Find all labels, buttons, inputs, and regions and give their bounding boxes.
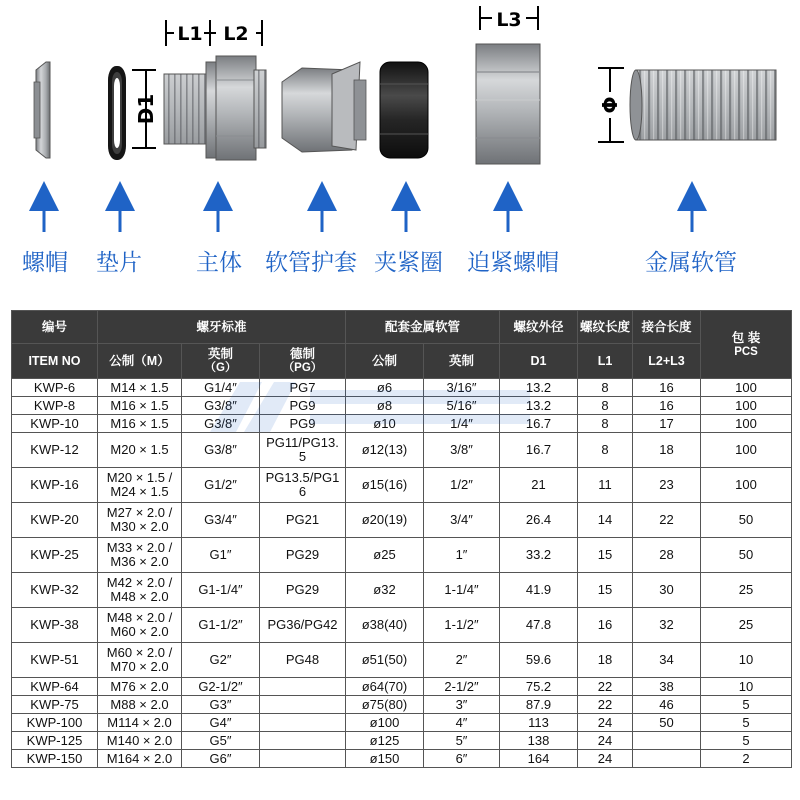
cell-imperial-thread: G3″ [182,696,260,714]
cell-metric-thread-line: M140 × 2.0 [106,732,173,748]
cell-thread-od: 47.8 [500,608,578,643]
cell-hose-imperial: 2-1/2″ [424,678,500,696]
cell-hose-metric: ø125 [346,732,424,750]
cell-imperial-thread: G1″ [182,538,260,573]
cell-pack-pcs: 2 [701,750,792,768]
l1-l2-dimension [166,20,262,46]
header-pack [701,311,792,379]
cell-german-thread [260,714,346,732]
cell-thread-od: 13.2 [500,397,578,415]
cell-pack-pcs: 50 [701,538,792,573]
cell-metric-thread [98,538,182,573]
cell-imperial-thread: G3/4″ [182,503,260,538]
cell-german-thread [260,538,346,573]
phi-label: Φ [598,96,622,114]
cell-hose-metric: ø150 [346,750,424,768]
cell-hose-imperial: 3″ [424,696,500,714]
cell-german-thread [260,433,346,468]
cell-item-no: KWP-16 [12,468,98,503]
cell-metric-thread [98,696,182,714]
cell-metric-thread-line: M164 × 2.0 [106,750,173,766]
cell-metric-thread-line: M48 × 2.0 [110,589,169,604]
cell-item-no: KWP-75 [12,696,98,714]
cell-engage-length: 18 [633,433,701,468]
cell-pack-pcs: 25 [701,608,792,643]
cell-hose-imperial: 2″ [424,643,500,678]
part-label-gasket: 垫片 [96,250,142,276]
cell-metric-thread-line: M42 × 2.0 / [106,575,173,590]
cell-thread-od: 21 [500,468,578,503]
cell-german-thread [260,750,346,768]
cell-hose-imperial: 3/16″ [424,379,500,397]
cell-german-thread [260,573,346,608]
header-imperial-unit: （G） [204,362,237,374]
cell-thread-od: 113 [500,714,578,732]
cell-item-no: KWP-25 [12,538,98,573]
cell-thread-od: 75.2 [500,678,578,696]
header-pack-label: 包 装 [731,330,761,345]
table-row [12,379,792,397]
cell-pack-pcs: 5 [701,732,792,750]
d1-dimension [132,70,158,148]
cell-metric-thread-line: M88 × 2.0 [110,696,169,712]
cell-thread-length: 14 [578,503,633,538]
cell-thread-od: 87.9 [500,696,578,714]
cell-thread-length: 22 [578,696,633,714]
cell-imperial-thread: G1/4″ [182,379,260,397]
header-metric: 公制（M） [98,344,182,379]
cell-metric-thread-line: M76 × 2.0 [110,678,169,694]
part-label-clamp-ring: 夹紧圈 [374,250,443,276]
l3-label: L3 [496,9,522,31]
header-code: 编号 [12,311,98,344]
cell-metric-thread-line: M14 × 1.5 [110,379,169,395]
cell-imperial-thread: G4″ [182,714,260,732]
part-arrows [44,196,692,232]
cell-metric-thread-line: M16 × 1.5 [110,415,169,431]
cell-thread-od: 33.2 [500,538,578,573]
cell-german-thread-line: PG9 [289,397,316,413]
cell-hose-metric: ø12(13) [346,433,424,468]
table-row [12,415,792,433]
cell-metric-thread-line: M60 × 2.0 / [106,645,173,660]
cell-imperial-thread: G1-1/4″ [182,573,260,608]
cell-german-thread-line: PG48 [285,652,320,667]
cell-metric-thread-line: M24 × 1.5 [110,484,169,499]
table-row [12,503,792,538]
cell-german-thread [260,503,346,538]
cell-thread-od: 41.9 [500,573,578,608]
cell-thread-length: 24 [578,732,633,750]
cell-metric-thread [98,573,182,608]
cell-hose-imperial: 1-1/4″ [424,573,500,608]
cell-hose-metric: ø6 [346,379,424,397]
cell-german-thread-line: 6 [298,484,307,499]
cell-item-no: KWP-125 [12,732,98,750]
gasket-part [108,66,126,160]
header-imperial [182,344,260,379]
cell-german-thread [260,415,346,433]
table-row [12,678,792,696]
cell-german-thread-line: PG36/PG42 [267,617,338,632]
cell-engage-length: 38 [633,678,701,696]
cell-thread-od: 138 [500,732,578,750]
header-item-no: ITEM NO [12,344,98,379]
cell-metric-thread [98,379,182,397]
cell-metric-thread [98,643,182,678]
cell-engage-length [633,732,701,750]
table-row [12,643,792,678]
cell-hose-metric: ø10 [346,415,424,433]
cell-metric-thread-line: M30 × 2.0 [110,519,169,534]
cell-german-thread-line: PG13.5/PG1 [265,470,340,485]
cell-hose-imperial: 1-1/2″ [424,608,500,643]
cell-engage-length: 30 [633,573,701,608]
cell-german-thread-line: PG7 [289,379,316,395]
cell-metric-thread-line: M33 × 2.0 / [106,540,173,555]
part-label-sleeve: 软管护套 [265,250,357,276]
cell-thread-length: 8 [578,379,633,397]
cell-imperial-thread: G3/8″ [182,433,260,468]
cell-engage-length: 16 [633,397,701,415]
cell-engage-length: 50 [633,714,701,732]
cell-german-thread [260,732,346,750]
cell-pack-pcs: 50 [701,503,792,538]
cell-engage-length [633,750,701,768]
cell-thread-length: 11 [578,468,633,503]
cell-metric-thread-line: M60 × 2.0 [110,624,169,639]
cell-engage-length: 22 [633,503,701,538]
cell-german-thread [260,608,346,643]
cell-imperial-thread: G6″ [182,750,260,768]
cell-imperial-thread: G3/8″ [182,415,260,433]
header-l2l3: L2+L3 [633,344,701,379]
cell-hose-imperial: 6″ [424,750,500,768]
cell-thread-length: 24 [578,714,633,732]
cell-hose-metric: ø32 [346,573,424,608]
clamp-ring-part [380,62,428,158]
table-row [12,750,792,768]
cell-hose-metric: ø51(50) [346,643,424,678]
cell-thread-od: 164 [500,750,578,768]
table-row [12,573,792,608]
cell-thread-od: 59.6 [500,643,578,678]
cell-metric-thread-line: M48 × 2.0 / [106,610,173,625]
header-thread-length: 螺纹长度 [578,311,633,344]
cell-metric-thread [98,503,182,538]
cell-item-no: KWP-51 [12,643,98,678]
table-row [12,538,792,573]
cell-thread-od: 26.4 [500,503,578,538]
metal-hose-part [630,70,776,140]
cell-german-thread [260,696,346,714]
cell-pack-pcs: 5 [701,714,792,732]
cell-hose-metric: ø8 [346,397,424,415]
table-row [12,732,792,750]
main-body-part [164,56,266,160]
table-row [12,696,792,714]
cell-thread-length: 22 [578,678,633,696]
table-row [12,608,792,643]
header-german-unit: （PG） [282,362,323,374]
cell-pack-pcs: 100 [701,468,792,503]
cell-metric-thread [98,732,182,750]
cell-engage-length: 34 [633,643,701,678]
cell-metric-thread-line: M20 × 1.5 [110,442,169,457]
cell-metric-thread [98,433,182,468]
cell-hose-imperial: 4″ [424,714,500,732]
cell-metric-thread-line: M70 × 2.0 [110,659,169,674]
cell-thread-length: 8 [578,415,633,433]
cell-hose-imperial: 3/4″ [424,503,500,538]
header-imperial-label: 英制 [207,347,233,361]
cell-hose-imperial: 1/2″ [424,468,500,503]
cell-item-no: KWP-64 [12,678,98,696]
cell-engage-length: 17 [633,415,701,433]
header-d1: D1 [500,344,578,379]
cell-german-thread [260,379,346,397]
cell-metric-thread [98,678,182,696]
cell-engage-length: 32 [633,608,701,643]
header-pack-unit: PCS [734,345,758,358]
cell-item-no: KWP-100 [12,714,98,732]
cell-german-thread-line: PG29 [285,582,320,597]
cell-imperial-thread: G1/2″ [182,468,260,503]
cell-hose-imperial: 1″ [424,538,500,573]
cell-hose-imperial: 5″ [424,732,500,750]
cell-thread-length: 24 [578,750,633,768]
cell-pack-pcs: 25 [701,573,792,608]
cell-thread-length: 8 [578,397,633,415]
cell-item-no: KWP-150 [12,750,98,768]
cell-metric-thread-line: M20 × 1.5 / [106,470,173,485]
cell-german-thread [260,643,346,678]
cell-item-no: KWP-20 [12,503,98,538]
cell-metric-thread [98,714,182,732]
cell-metric-thread [98,415,182,433]
cell-hose-metric: ø75(80) [346,696,424,714]
cell-thread-od: 13.2 [500,379,578,397]
cell-hose-metric: ø38(40) [346,608,424,643]
cell-item-no: KWP-6 [12,379,98,397]
part-label-nut: 螺帽 [22,250,68,276]
cell-metric-thread [98,468,182,503]
cell-thread-length: 15 [578,538,633,573]
cell-item-no: KWP-38 [12,608,98,643]
table-row [12,468,792,503]
header-engage-length: 接合长度 [633,311,701,344]
cell-hose-metric: ø15(16) [346,468,424,503]
cell-imperial-thread: G3/8″ [182,397,260,415]
cell-hose-metric: ø20(19) [346,503,424,538]
header-hose-metric: 公制 [346,344,424,379]
d1-label: D1 [134,93,158,125]
cell-hose-imperial: 3/8″ [424,433,500,468]
cell-pack-pcs: 10 [701,678,792,696]
cell-hose-metric: ø64(70) [346,678,424,696]
header-german-label: 德制 [289,347,315,361]
cell-thread-length: 15 [578,573,633,608]
cell-german-thread-line: PG11/PG13. [266,435,339,450]
cell-engage-length: 28 [633,538,701,573]
part-label-metal-hose: 金属软管 [645,250,737,276]
table-row [12,433,792,468]
nut-part [34,62,50,158]
cell-pack-pcs: 100 [701,415,792,433]
cell-metric-thread-line: M16 × 1.5 [110,397,169,413]
cell-thread-od: 16.7 [500,415,578,433]
cell-metric-thread [98,397,182,415]
cell-imperial-thread: G5″ [182,732,260,750]
cell-german-thread [260,678,346,696]
cell-pack-pcs: 10 [701,643,792,678]
cell-pack-pcs: 100 [701,433,792,468]
cell-pack-pcs: 5 [701,696,792,714]
cell-metric-thread-line: M27 × 2.0 / [106,505,173,520]
cell-metric-thread-line: M36 × 2.0 [110,554,169,569]
cell-hose-metric: ø100 [346,714,424,732]
compression-nut-part [476,44,540,164]
cell-german-thread [260,397,346,415]
cell-engage-length: 23 [633,468,701,503]
table-row [12,397,792,415]
header-l1: L1 [578,344,633,379]
header-german [260,344,346,379]
cell-hose-imperial: 5/16″ [424,397,500,415]
l3-dimension [480,6,538,31]
cell-imperial-thread: G1-1/2″ [182,608,260,643]
header-hose-imperial: 英制 [424,344,500,379]
header-hose: 配套金属软管 [346,311,500,344]
cell-item-no: KWP-12 [12,433,98,468]
cell-metric-thread [98,608,182,643]
cell-german-thread [260,468,346,503]
cell-hose-imperial: 1/4″ [424,415,500,433]
cell-engage-length: 16 [633,379,701,397]
cell-thread-length: 18 [578,643,633,678]
cell-thread-od: 16.7 [500,433,578,468]
cell-item-no: KWP-32 [12,573,98,608]
part-label-body: 主体 [196,250,242,276]
cell-german-thread-line: 5 [298,449,307,464]
cell-item-no: KWP-10 [12,415,98,433]
header-thread-standard: 螺牙标准 [98,311,346,344]
hose-sleeve-part [282,62,366,152]
cell-hose-metric: ø25 [346,538,424,573]
cell-imperial-thread: G2-1/2″ [182,678,260,696]
l2-label: L2 [223,23,249,45]
header-thread-od: 螺纹外径 [500,311,578,344]
cell-german-thread-line: PG29 [285,547,320,562]
spec-table [11,310,792,768]
cell-german-thread-line: PG9 [289,415,316,431]
cell-metric-thread [98,750,182,768]
cell-pack-pcs: 100 [701,379,792,397]
cell-german-thread-line: PG21 [285,512,320,527]
cell-thread-length: 8 [578,433,633,468]
l1-label: L1 [177,23,203,45]
cell-engage-length: 46 [633,696,701,714]
phi-dimension [598,68,624,142]
cell-pack-pcs: 100 [701,397,792,415]
spec-table-body [12,379,792,768]
cell-imperial-thread: G2″ [182,643,260,678]
cell-item-no: KWP-8 [12,397,98,415]
part-label-compression-nut: 迫紧螺帽 [467,250,559,276]
cell-metric-thread-line: M114 × 2.0 [107,714,172,730]
table-row [12,714,792,732]
cell-thread-length: 16 [578,608,633,643]
